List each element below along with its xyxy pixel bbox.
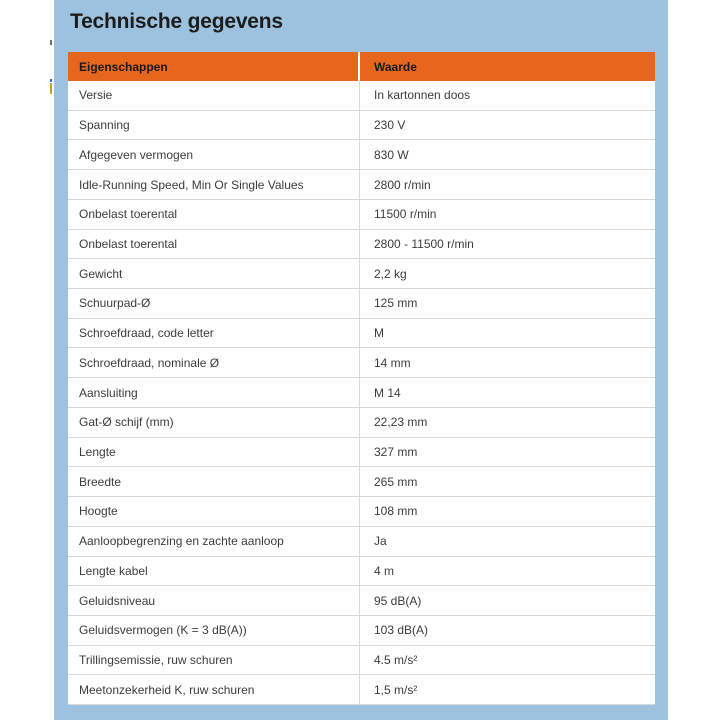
property-cell: Versie [68,81,360,110]
column-header-properties: Eigenschappen [68,52,360,81]
value-cell: In kartonnen doos [374,88,471,103]
table-row [68,289,655,319]
value-cell: 14 mm [374,355,411,370]
table-row [68,557,655,587]
cropped-edge-artifact-dark [50,40,52,45]
value-cell: M 14 [374,385,401,400]
table-row [68,497,655,527]
value-cell: 230 V [374,118,406,133]
value-cell: 108 mm [374,504,418,519]
property-cell: Aanloopbegrenzing en zachte aanloop [68,527,360,556]
property-cell: Idle-Running Speed, Min Or Single Values [68,170,360,199]
table-row [68,408,655,438]
property-cell: Onbelast toerental [68,200,360,229]
table-row [68,170,655,200]
cropped-edge-artifact-blue [50,79,52,82]
property-cell: Schroefdraad, nominale Ø [68,348,360,377]
property-cell: Geluidsniveau [68,586,360,615]
table-row [68,378,655,408]
property-cell: Aansluiting [68,378,360,407]
table-row [68,230,655,260]
value-cell: 2,2 kg [374,266,407,281]
property-cell: Spanning [68,111,360,140]
table-row [68,140,655,170]
property-cell: Gat-Ø schijf (mm) [68,408,360,437]
value-cell: 95 dB(A) [374,593,422,608]
property-cell: Geluidsvermogen (K = 3 dB(A)) [68,616,360,645]
value-cell: 327 mm [374,444,418,459]
table-row [68,527,655,557]
table-body [68,81,655,705]
value-cell: 830 W [374,147,409,162]
value-cell: 22,23 mm [374,415,428,430]
property-cell: Gewicht [68,259,360,288]
property-cell: Breedte [68,467,360,496]
table-row [68,616,655,646]
table-row [68,81,655,111]
value-cell: 4 m [374,563,395,578]
table-row [68,111,655,141]
table-row [68,438,655,468]
value-cell: 103 dB(A) [374,623,429,638]
page-title: Technische gegevens [70,10,283,33]
property-cell: Hoogte [68,497,360,526]
value-cell: 265 mm [374,474,418,489]
property-cell: Lengte [68,438,360,467]
technical-spec-table [68,52,655,705]
cropped-edge-artifact-yellow [50,83,52,94]
value-cell: 11500 r/min [374,207,437,222]
table-row [68,467,655,497]
table-row [68,259,655,289]
value-cell: M [374,326,384,341]
table-row [68,646,655,676]
table-row [68,319,655,349]
column-header-value: Waarde [374,59,417,74]
property-cell: Onbelast toerental [68,230,360,259]
property-cell: Afgegeven vermogen [68,140,360,169]
property-cell: Schroefdraad, code letter [68,319,360,348]
value-cell: 1,5 m/s² [374,682,418,697]
property-cell: Meetonzekerheid K, ruw schuren [68,675,360,704]
value-cell: 2800 - 11500 r/min [374,236,474,251]
property-cell: Lengte kabel [68,557,360,586]
table-row [68,586,655,616]
table-row [68,200,655,230]
property-cell: Schuurpad-Ø [68,289,360,318]
value-cell: Ja [374,534,387,549]
property-cell: Trillingsemissie, ruw schuren [68,646,360,675]
table-header-row [68,52,655,81]
table-row [68,348,655,378]
value-cell: 2800 r/min [374,177,431,192]
value-cell: 4.5 m/s² [374,653,418,668]
content-panel [54,0,668,720]
value-cell: 125 mm [374,296,418,311]
table-row [68,675,655,705]
